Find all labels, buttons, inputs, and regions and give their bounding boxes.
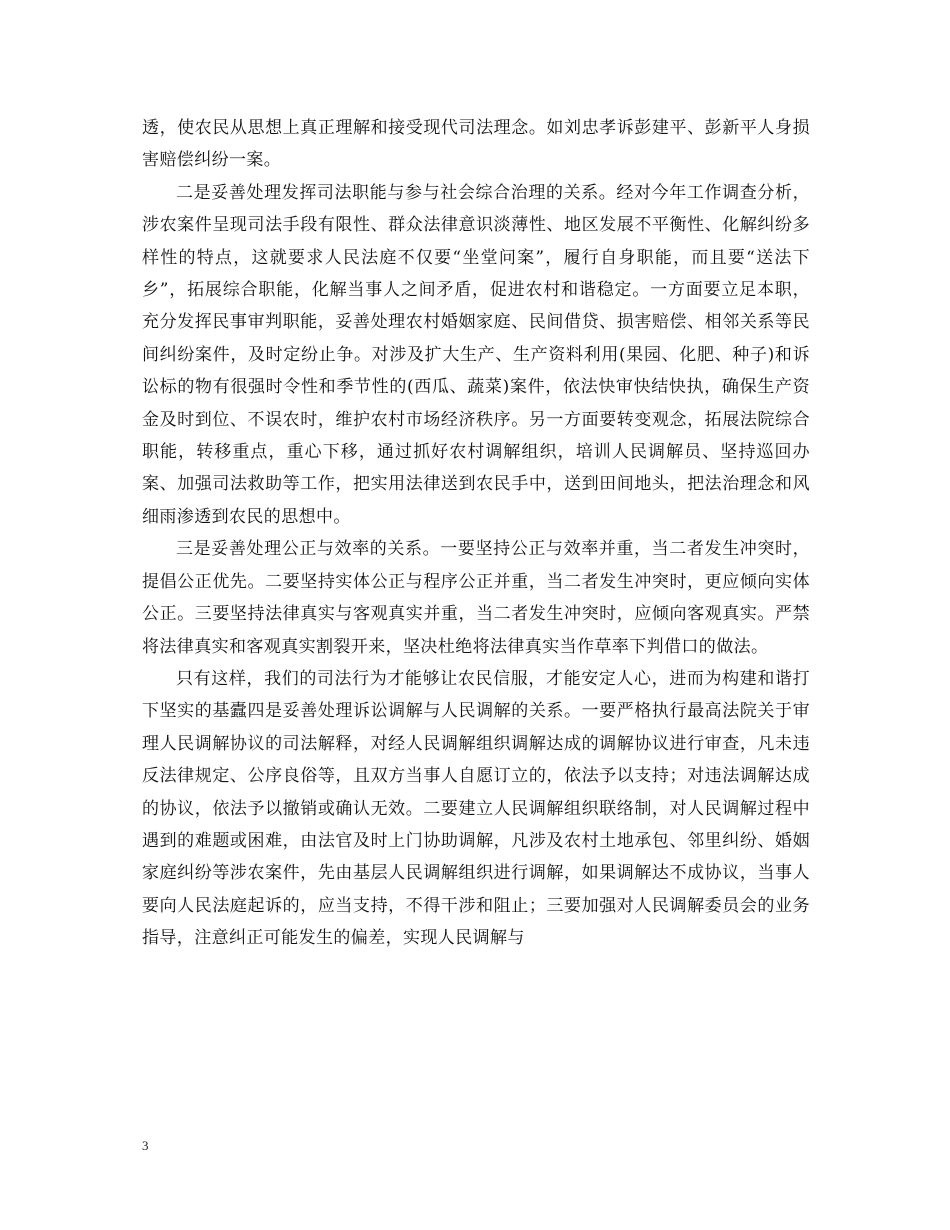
document-body bbox=[142, 112, 810, 955]
paragraph-third-relation: 三是妥善处理公正与效率的关系。一要坚持公正与效率并重，当二者发生冲突时，提倡公正优先。二要坚持实体公正与程序公正并重，当二者发生冲突时，更应倾向实体公正。三要坚持法律真实与客观真实并重，当二者发生冲突时，应倾向客观真实。严禁将法律真实和客观真实割裂开来，坚决杜绝将法律真实当作草率下判借口的做法。 bbox=[142, 539, 810, 657]
paragraph-fourth-relation: 只有这样，我们的司法行为才能够让农民信服，才能安定人心，进而为构建和谐打下坚实的基蠹四是妥善处理诉讼调解与人民调解的关系。一要严格执行最高法院关于审理人民调解协议的司法解释，对经人民调解组织调解达成的调解协议进行审查，凡未违反法律规定、公序良俗等，且双方当事人自愿订立的，依法予以支持；对违法调解达成的协议，依法予以撤销或确认无效。二要建立人民调解组织联络制，对人民调解过程中遇到的难题或困难，由法官及时上门协助调解，凡涉及农村土地承包、邻里纠纷、婚姻家庭纠纷等涉农案件，先由基层人民调解组织进行调解，如果调解达不成协议，当事人要向人民法庭起诉的，应当支持，不得干涉和阻止；三要加强对人民调解委员会的业务指导，注意纠正可能发生的偏差，实现人民调解与 bbox=[142, 668, 810, 949]
page-number: 3 bbox=[142, 1138, 149, 1153]
paragraph-second-relation: 二是妥善处理发挥司法职能与参与社会综合治理的关系。经对今年工作调查分析，涉农案件呈现司法手段有限性、群众法律意识淡薄性、地区发展不平衡性、化解纠纷多样性的特点，这就要求人民法庭不仅要“坐堂问案”，履行自身职能，而且要“送法下乡”，拓展综合职能，化解当事人之间矛盾，促进农村和谐稳定。一方面要立足本职，充分发挥民事审判职能，妥善处理农村婚姻家庭、民间借贷、损害赔偿、相邻关系等民间纠纷案件，及时定纷止争。对涉及扩大生产、生产资料利用(果园、化肥、种子)和诉讼标的物有很强时令性和季节性的(西瓜、蔬菜)案件，依法快审快结快执，确保生产资金及时到位、不误农时，维护农村市场经济秩序。另一方面要转变观念，拓展法院综合职能，转移重点，重心下移，通过抓好农村调解组织，培训人民调解员、坚持巡回办案、加强司法救助等工作，把实用法律送到农民手中，送到田间地头，把法治理念和风细雨渗透到农民的思想中。 bbox=[142, 182, 810, 527]
paragraph-continuation: 透，使农民从思想上真正理解和接受现代司法理念。如刘忠孝诉彭建平、彭新平人身损害赔偿纠纷一案。 bbox=[142, 118, 810, 171]
